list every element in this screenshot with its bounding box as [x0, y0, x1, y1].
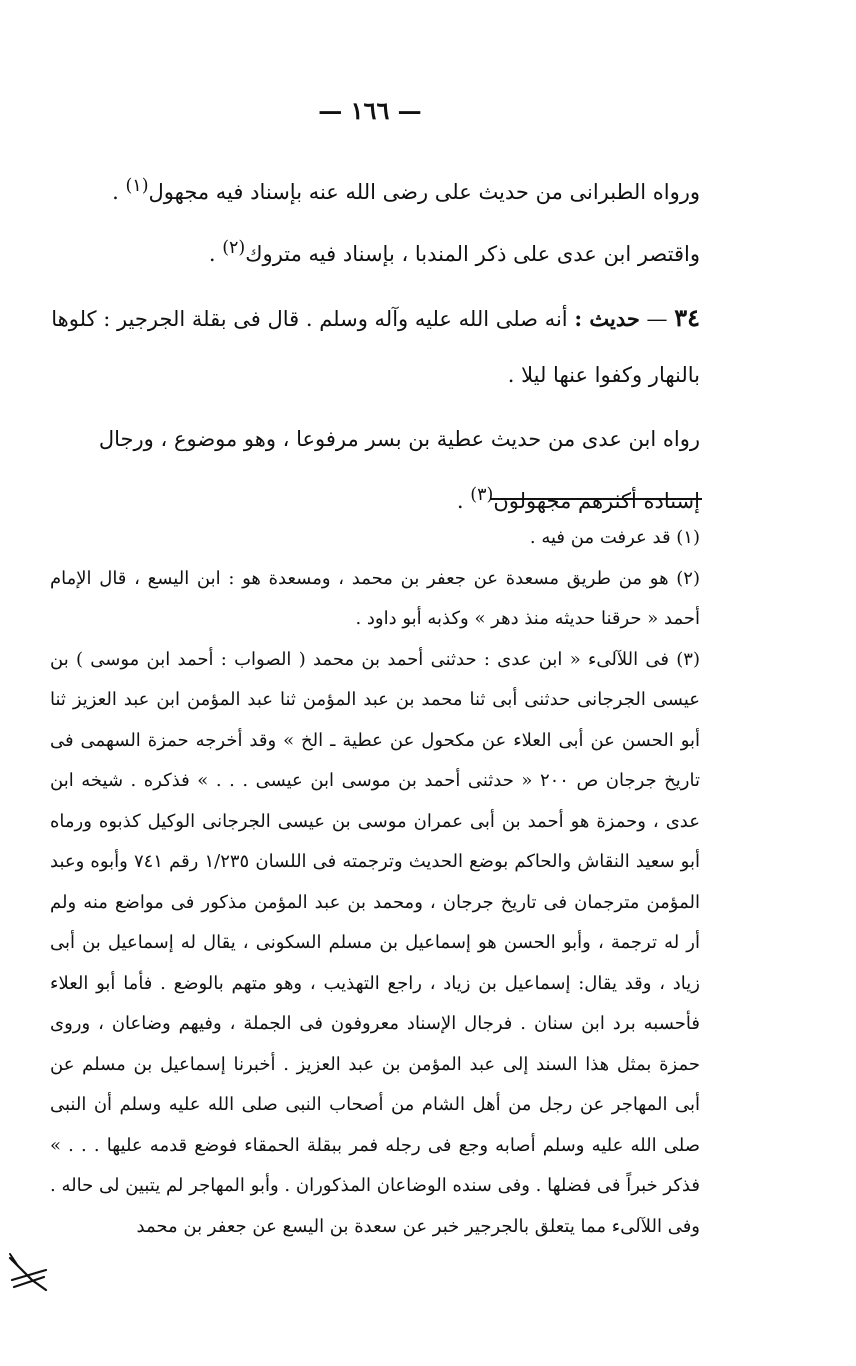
sentence-dot: . [456, 489, 471, 513]
hadith-entry [50, 290, 700, 403]
narration-text: رواه ابن عدى من حديث عطية بن بسر مرفوعا ، وهو موضوع ، ورجال إسناده أكثرهم مجهولون [98, 427, 700, 513]
handwritten-margin-mark [6, 1250, 52, 1296]
sentence-dot: . [208, 242, 223, 266]
footnote-marker-2: (٢) [222, 238, 246, 258]
footnote-2: (٢) هو من طريق مسعدة عن جعفر بن محمد ، ومسعدة هو : ابن اليسع ، قال الإمام أحمد « حرقنا حديثه منذ دهر » وكذبه أبو داود . [50, 567, 700, 629]
hadith-dash: — [639, 307, 675, 331]
hadith-label: حديث : [574, 306, 640, 331]
footnote-marker-1: (١) [125, 176, 149, 196]
tabarani-line [50, 158, 700, 220]
ibn-adi-line [50, 220, 700, 282]
tabarani-text: ورواه الطبرانى من حديث على رضى الله عنه بإسناد فيه مجهول [148, 180, 700, 204]
main-text [50, 158, 700, 529]
footnote-marker-3: (٣) [470, 485, 494, 505]
footnote-3: (٣) فى اللآلىء « ابن عدى : حدثنى أحمد بن محمد ( الصواب : أحمد ابن موسى ) بن عيسى الجرجانى حدثنى أبى ثنا محمد بن عبد المؤمن ثنا عبد المؤمن ابن عبد العزيز ثنا أبو الحسن عن أبى العلاء عن مكحول عن عطية ـ الخ » وقد أخرجه حمزة السهمى فى تاريخ جرجان ص ٢٠٠ « حدثنى أحمد بن موسى ابن عيسى . . . » فذكره . شيخه ابن عدى ، وحمزة هو أحمد بن أبى عمران موسى بن عيسى الجرجانى الوكيل كذبوه ورماه أبو سعيد النقاش والحاكم بوضع الحديث وترجمته فى اللسان ١/٢٣٥ رقم ٧٤١ وأبوه وعبد المؤمن مترجمان فى تاريخ جرجان ، ومحمد بن عبد المؤمن مذكور فى مواضع منه ولم أر له ترجمة ، وأبو الحسن هو إسماعيل بن مسلم السكونى ، يقال له إسماعيل بن أبى زياد ، وقد يقال: إسماعيل بن زياد ، راجع التهذيب ، وهو متهم بالوضع . فأما أبو العلاء فأحسبه برد ابن سنان . فرجال الإسناد معروفون فى الجملة ، وفيهم وضاعان ، وروى حمزة بمثل هذا السند إلى عبد المؤمن بن عبد العزيز . أخبرنا إسماعيل بن مسلم عن أبى المهاجر عن رجل من أهل الشام من أصحاب النبى صلى الله عليه وسلم أن النبى صلى الله عليه وسلم أصابه وجع فى رجله فمر ببقلة الحمقاء فوضع قدمه عليها . . . » فذكر خبراً فى فضلها . وفى سنده الوضاعان المذكوران . وأبو المهاجر لم يتبين لى حاله . وفى اللآلىء مما يتعلق بالجرجير خبر عن سعدة بن اليسع عن جعفر بن محمد [50, 648, 700, 1237]
ibn-adi-text: واقتصر ابن عدى على ذكر المندبا ، بإسناد فيه متروك [245, 242, 700, 266]
narration-paragraph [50, 411, 700, 529]
footnote-1: (١) قد عرفت من فيه . [529, 527, 700, 548]
footnote-divider [490, 498, 702, 500]
sentence-dot: . [112, 180, 126, 204]
hadith-text: أنه صلى الله عليه وآله وسلم . قال فى بقلة الجرجير : كلوها بالنهار وكفوا عنها ليلا . [51, 307, 700, 387]
hadith-number: ٣٤ [674, 303, 700, 332]
page-number: — ١٦٦ — [318, 96, 422, 125]
footnotes [50, 518, 700, 1247]
